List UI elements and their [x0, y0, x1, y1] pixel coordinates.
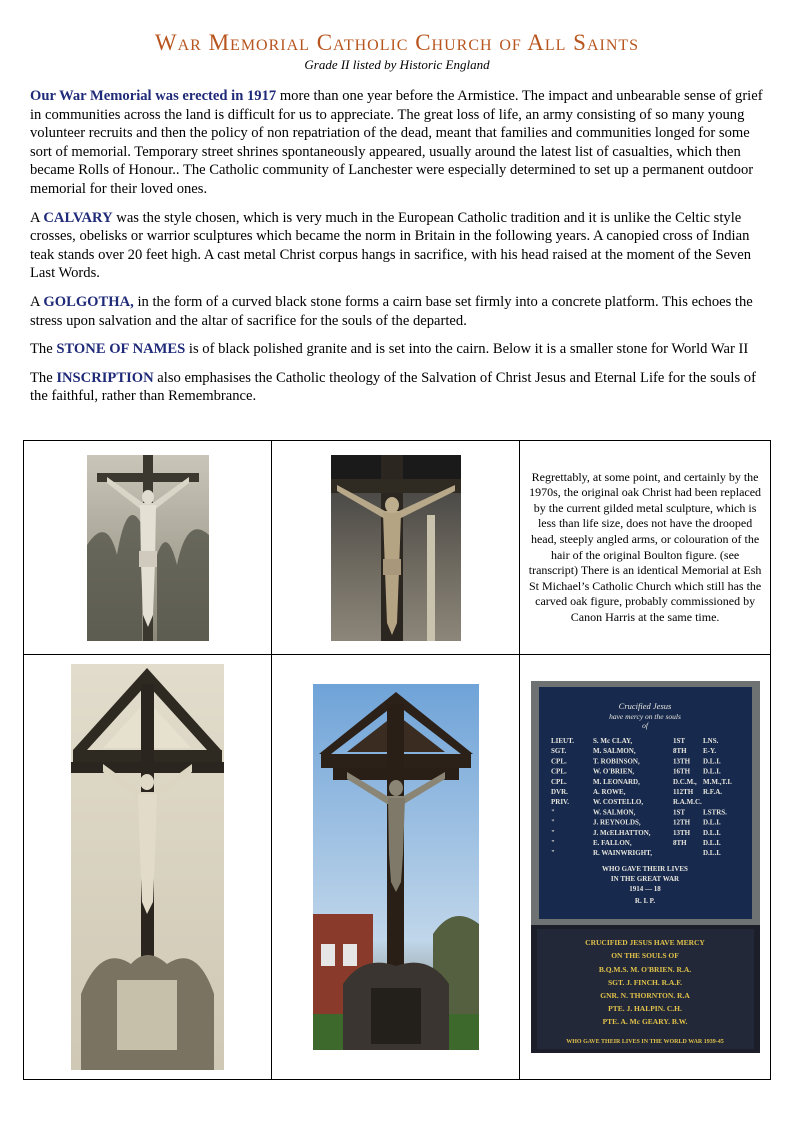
ww2-name: PTE. A. Mc GEARY. B.W.: [602, 1017, 688, 1026]
ww1-name-cell: W. O'BRIEN,: [592, 767, 634, 776]
ww1-heading-2: have mercy on the souls: [608, 712, 681, 721]
old-crucifix-photo: [87, 455, 209, 641]
ww1-name-cell: S. Mc CLAY,: [592, 737, 632, 745]
old-calvary-photo: [71, 664, 224, 1070]
ww1-name-cell: 8TH: [672, 839, 687, 847]
ww1-footer-4: R. I. P.: [634, 897, 655, 905]
ww1-footer-3: 1914 — 18: [628, 885, 661, 893]
ww1-name-cell: CPL.: [550, 757, 567, 766]
ww1-name-cell: D.L.I.: [702, 757, 721, 766]
cell-current-crucifix: [272, 441, 520, 655]
ww1-name-cell: 12TH: [672, 818, 690, 827]
ww1-name-cell: ": [550, 828, 555, 837]
ww1-footer-2: IN THE GREAT WAR: [610, 875, 679, 883]
page-title: War Memorial Catholic Church of All Saints: [154, 30, 640, 55]
pre-stone: The: [30, 341, 57, 358]
current-calvary-photo: [313, 684, 479, 1050]
ww1-name-cell: A. ROWE,: [592, 788, 626, 796]
ww1-name-cell: SGT.: [550, 747, 566, 756]
ww2-name: GNR. N. THORNTON. R.A: [599, 991, 690, 1000]
ww2-name: PTE. J. HALPIN. C.H.: [607, 1004, 682, 1013]
ww2-heading-2: ON THE SOULS OF: [610, 951, 679, 960]
ww1-name-cell: D.C.M.,: [672, 777, 697, 786]
pre-golgotha: A: [30, 293, 44, 310]
paragraph-erected: [30, 87, 770, 199]
paragraph-golgotha: [30, 293, 770, 330]
photo-row-2: [24, 655, 771, 1080]
ww1-name-cell: E. FALLON,: [592, 839, 632, 847]
ww1-name-cell: 1ST: [672, 808, 685, 817]
paragraph-calvary: [30, 209, 770, 283]
caption-text: Regrettably, at some point, and certainly by the 1970s, the original oak Christ had been replaced by the current gilded metal sculpture, which is less than life size, does not have the drooped head, steeply angled arms, or colouration of the hair of the original Boulton figure. (see transcript) There is an identical Memorial at Esh St Michael’s Catholic Church which still has the carved oak figure, probably commissioned by Canon Harris at the same time.: [528, 469, 762, 624]
photo-table: [23, 440, 771, 1080]
ww1-name-cell: E-Y.: [702, 747, 716, 756]
body-text: [30, 87, 770, 416]
text-calvary: was the style chosen, which is very much in the European Catholic tradition and it is unlike the Celtic style crosses, obelisks or warrior sculptures which became the norm in Britain in the following years. A canopied cross of Indian teak stands over 20 feet high. A cast metal Christ corpus hangs in sacrifice, with his head raised at the moment of the Seven Last Words.: [30, 209, 751, 282]
ww2-name: B.Q.M.S. M. O'BRIEN. R.A.: [598, 965, 691, 974]
ww1-footer-1: WHO GAVE THEIR LIVES: [601, 865, 688, 873]
ww1-name-cell: CPL.: [550, 777, 567, 786]
text-golgotha: in the form of a curved black stone forms a cairn base set firmly into a concrete platform. This echoes the stress upon salvation and the altar of sacrifice for the souls of the departed.: [30, 293, 753, 329]
ww1-name-cell: W. SALMON,: [592, 808, 635, 817]
ww1-name-cell: R.F.A.: [702, 788, 722, 796]
ww1-name-cell: PRIV.: [550, 798, 569, 807]
ww1-name-cell: LNS.: [702, 737, 718, 745]
cell-plaques: [520, 655, 771, 1080]
lead-inscription: INSCRIPTION: [56, 369, 154, 386]
page-subtitle: Grade II listed by Historic England: [304, 57, 490, 72]
ww2-heading-1: CRUCIFIED JESUS HAVE MERCY: [584, 938, 705, 947]
ww1-name-cell: ": [550, 849, 555, 858]
lead-golgotha: GOLGOTHA,: [43, 293, 134, 310]
ww1-heading-3: of: [641, 721, 648, 730]
ww1-name-cell: ": [550, 839, 555, 847]
photo-row-1: [24, 441, 771, 655]
ww1-name-cell: ": [550, 818, 555, 827]
ww1-name-cell: LSTRS.: [702, 808, 727, 817]
ww1-name-cell: D.L.I.: [702, 839, 721, 847]
ww1-name-cell: R.A.M.C.: [672, 798, 702, 807]
cell-old-crucifix: [24, 441, 272, 655]
ww1-name-cell: W. COSTELLO,: [592, 798, 643, 807]
ww1-name-cell: D.L.I.: [702, 849, 721, 858]
text-stone-of-names: is of black polished granite and is set into the cairn. Below it is a smaller stone for World War II: [185, 341, 749, 358]
ww1-name-cell: M.M.,T.I.: [702, 777, 732, 786]
ww1-name-cell: J. McELHATTON,: [592, 828, 651, 837]
ww1-name-cell: D.L.I.: [702, 828, 721, 837]
pre-inscription: The: [30, 369, 57, 386]
ww1-name-cell: D.L.I.: [702, 767, 721, 776]
ww2-footer: WHO GAVE THEIR LIVES IN THE WORLD WAR 1939-45: [565, 1039, 724, 1045]
ww1-name-cell: J. REYNOLDS,: [592, 818, 641, 827]
ww1-name-cell: LIEUT.: [550, 737, 574, 745]
lead-calvary: CALVARY: [43, 209, 113, 226]
ww1-name-cell: 13TH: [672, 757, 690, 766]
ww1-name-cell: ": [550, 808, 555, 817]
cell-current-calvary: [272, 655, 520, 1080]
cell-caption: [520, 441, 771, 655]
cell-old-calvary: [24, 655, 272, 1080]
ww1-name-cell: R. WAINWRIGHT,: [592, 849, 652, 858]
plaques-photo: [531, 681, 760, 1053]
ww1-name-cell: 8TH: [672, 747, 687, 756]
paragraph-inscription: [30, 369, 770, 406]
text-inscription: also emphasises the Catholic theology of the Salvation of Christ Jesus and Eternal Life for the souls of the faithful, rather than Remembrance.: [30, 369, 756, 405]
paragraph-stone-of-names: [30, 340, 770, 359]
ww1-name-cell: DVR.: [550, 788, 568, 796]
current-crucifix-photo: [331, 455, 461, 641]
lead-erected: Our War Memorial was erected in 1917: [30, 88, 277, 104]
ww1-name-cell: M. SALMON,: [592, 747, 636, 756]
ww1-name-cell: D.L.I.: [702, 818, 721, 827]
ww1-name-cell: CPL.: [550, 767, 567, 776]
text-erected: more than one year before the Armistice. The impact and unbearable sense of grief in communities across the land is difficult for us to appreciate. The great loss of life, an army consisting of so many young volunteer recruits and then the policy of non repatriation of the dead, meant that families and communities longed for some sort of memorial. Temporary street shrines spontaneously appeared, usually around the latest list of casualties, which then became Rolls of Honour.. The Catholic community of Lanchester were especially determined to set up a permanent outdoor memorial for their loved ones.: [30, 88, 763, 197]
ww1-name-cell: M. LEONARD,: [592, 777, 640, 786]
ww1-name-cell: 1ST: [672, 737, 685, 745]
pre-calvary: A: [30, 209, 44, 226]
ww1-name-cell: 112TH: [672, 788, 693, 796]
lead-stone-of-names: STONE OF NAMES: [56, 341, 186, 358]
ww2-name: SGT. J. FINCH. R.A.F.: [607, 978, 682, 987]
ww1-heading-1: Crucified Jesus: [618, 701, 671, 711]
ww1-name-cell: T. ROBINSON,: [592, 757, 640, 766]
ww1-name-cell: 16TH: [672, 767, 690, 776]
ww1-name-cell: 13TH: [672, 828, 690, 837]
